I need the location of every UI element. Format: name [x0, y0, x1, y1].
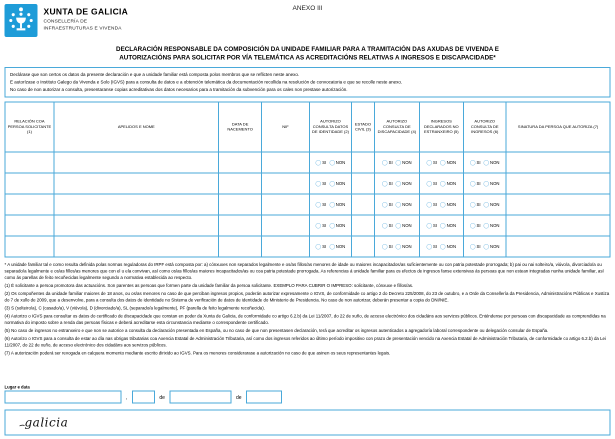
civil-status-cell[interactable]: [352, 216, 375, 237]
income-non-radio[interactable]: NON: [484, 244, 500, 250]
authorize-disability-cell: [375, 237, 420, 258]
col-header-civil-status: ESTADO CIVIL (3): [352, 103, 375, 153]
footnote-6: (6) Autorizo o IGVS para a consulta de estar ao día nas obrigas tributarias coa Axencia Estatal de Administración Tributaria, así como dos ingresos referidos ao último período impositivo con prazo de presentación vencido na Axencia Estatal de Administración Tributaria, de conformidade co artigo 6.2.b) da Lei 11/2007, do 22 de xuño, de acceso electrónico dos cidadáns aos servizos públicos.: [4, 336, 606, 348]
income-non-radio[interactable]: NON: [484, 202, 500, 208]
civil-status-cell[interactable]: [352, 195, 375, 216]
radio-circle-icon: [427, 181, 433, 187]
form-title: [5, 45, 611, 62]
authorize-identity-cell: [310, 174, 352, 195]
nif-cell[interactable]: [262, 174, 310, 195]
year-input[interactable]: [246, 391, 282, 404]
disability-si-radio[interactable]: SI: [382, 202, 393, 208]
foreign-income-cell: [420, 237, 464, 258]
authorize-identity-cell: [310, 153, 352, 174]
foreign-income-cell: [420, 216, 464, 237]
disability-si-radio[interactable]: SI: [382, 223, 393, 229]
identity-non-radio[interactable]: NON: [329, 244, 345, 250]
col-header-birthdate: DATA DE NACEMENTO: [219, 103, 262, 153]
birthdate-cell[interactable]: [219, 174, 262, 195]
nif-cell[interactable]: [262, 195, 310, 216]
page-header: [5, 4, 611, 43]
place-input[interactable]: [5, 391, 122, 404]
radio-circle-icon: [484, 244, 490, 250]
income-si-radio[interactable]: SI: [470, 181, 481, 187]
declaration-box: [5, 67, 611, 98]
disability-non-radio[interactable]: NON: [396, 244, 412, 250]
page-footer: [5, 410, 611, 436]
radio-circle-icon: [427, 202, 433, 208]
identity-si-radio[interactable]: SI: [316, 202, 327, 208]
authorize-disability-cell: [375, 195, 420, 216]
authorize-income-cell: [464, 153, 507, 174]
footnote-7: (7) A autorización poderá ser revogada en calquera momento mediante escrito dirixido ao IGVS. Para os menores considerarase a autorización no caso de que asinen os seus representantes legais.: [4, 350, 391, 356]
foreign-income-non-radio[interactable]: NON: [440, 202, 456, 208]
declaration-line-3: No caso de non autorizar a consulta, presentaranse copias acreditativas dos datos necesarios para a tramitación da subvención para os cales non prestase autorización.: [10, 87, 348, 92]
disability-si-radio[interactable]: SI: [382, 244, 393, 250]
col-header-name: APELIDOS E NOME: [54, 103, 219, 153]
radio-circle-icon: [484, 223, 490, 229]
birthdate-cell[interactable]: [219, 153, 262, 174]
identity-non-radio[interactable]: NON: [329, 223, 345, 229]
footnote-2: (2) Os compoñentes da unidade familiar maiores de 18 anos, ou os/as menores no caso de que perciban ingresos propios, poderán autorizar expresamente o IGVS, de conformidade co artigo 2 do Decreto 225/2008, do 23 de outubro, e a Orde da Consellería da Presidencia, Administracións Públicas e Xustiza do 7 de xullo de 2009, que a desenvolve, para a consulta dos datos de identidade no Sistema de verificación de datos de identidade do Ministerio de Presidencia. No caso de non autorizar, deberán presentar a copia do DNI/NIE.: [4, 291, 610, 303]
anexo-label: ANEXO III: [292, 4, 323, 12]
radio-circle-icon: [329, 181, 335, 187]
radio-circle-icon: [440, 244, 446, 250]
radio-circle-icon: [440, 202, 446, 208]
identity-si-radio[interactable]: SI: [316, 223, 327, 229]
form-title-line-1: DECLARACIÓN RESPONSABLE DA COMPOSICIÓN DA UNIDADE FAMILIAR PARA A TRAMITACIÓN DAS AXUDAS DE VIVENDA E: [116, 45, 499, 53]
authorize-disability-cell: [375, 216, 420, 237]
radio-circle-icon: [316, 160, 322, 166]
radio-circle-icon: [396, 160, 402, 166]
department-line-2: INFRAESTRUTURAS E VIVENDA: [43, 25, 122, 31]
radio-circle-icon: [329, 202, 335, 208]
foreign-income-cell: [420, 174, 464, 195]
footnote-4: (4) Autorizo o IGVS para consultar os datos do certificado de discapacidade que constan en poder da Xunta de Galicia, de conformidade co artigo 6.2.b) da Lei 11/2007, do 22 de xuño, de acceso electrónico dos cidadáns aos servizos públicos. Enténdense por persoas con discapacidade as comprendidas na normativa do imposto sobre a renda das persoas físicas e deberá acreditarse esta circunstancia mediante o correspondente certificado.: [4, 313, 606, 325]
disability-non-radio[interactable]: NON: [396, 223, 412, 229]
declaration-line-1: Declárase que son certos os datos da presente declaración e que a unidade familiar está composta polos membros que se reflicten neste anexo.: [10, 72, 300, 77]
family-member-row: [6, 153, 611, 174]
civil-status-cell[interactable]: [352, 174, 375, 195]
income-si-radio[interactable]: SI: [470, 223, 481, 229]
radio-circle-icon: [396, 244, 402, 250]
foreign-income-non-radio[interactable]: NON: [440, 244, 456, 250]
foreign-income-si-radio[interactable]: SI: [427, 181, 438, 187]
col-header-relation: RELACIÓN COA PERSOA SOLICITANTE (1): [6, 103, 55, 153]
birthdate-cell[interactable]: [219, 195, 262, 216]
de-label-1: de: [159, 395, 165, 401]
footnote-asterisk: * A unidade familiar tal e como resulta definida polas normas reguladoras do IRPF está composta por: a) cónxuxes non separados legalmente e os/as fillos/as menores de idade ou maiores incapacitados/as suficientemente ou con patria potestade prorrogada; b) pai ou nai solteiro/a, viúvo/a, divorciado/a ou separado/a legalmente e os/as fillos/as menores que con el u ela convivan, así como os/as fillos/as maiores incapacitados/as ou coa patria potestade prorrogada. As referencias á unidade familiar para os efectos de ingresos fanse extensivas ás persoas que non estean integradas nunha unidade familiar, así como ás parellas de feito recoñecidas legalmente segundo a normativa establecida ao respecto.: [4, 262, 604, 280]
identity-non-radio[interactable]: NON: [329, 160, 345, 166]
radio-circle-icon: [470, 181, 476, 187]
foreign-income-si-radio[interactable]: SI: [427, 160, 438, 166]
col-header-authorize-disability: AUTORIZO CONSULTA DE DISCAPACIDADE (4): [375, 103, 420, 153]
foreign-income-si-radio[interactable]: SI: [427, 223, 438, 229]
authorize-disability-cell: [375, 153, 420, 174]
disability-non-radio[interactable]: NON: [396, 181, 412, 187]
family-members-table: [5, 102, 611, 258]
relation-cell[interactable]: [6, 153, 55, 174]
radio-circle-icon: [382, 244, 388, 250]
identity-si-radio[interactable]: SI: [316, 160, 327, 166]
birthdate-cell[interactable]: [219, 216, 262, 237]
disability-si-radio[interactable]: SI: [382, 160, 393, 166]
col-header-authorize-income: AUTORIZO CONSULTA DE INGRESOS (6): [464, 103, 507, 153]
authorize-identity-cell: [310, 216, 352, 237]
family-member-row: [6, 195, 611, 216]
radio-circle-icon: [382, 181, 388, 187]
radio-circle-icon: [427, 244, 433, 250]
radio-circle-icon: [316, 181, 322, 187]
family-member-row: [6, 216, 611, 237]
income-si-radio[interactable]: SI: [470, 202, 481, 208]
foreign-income-cell: [420, 153, 464, 174]
radio-circle-icon: [427, 160, 433, 166]
radio-circle-icon: [382, 202, 388, 208]
authorize-disability-cell: [375, 174, 420, 195]
radio-circle-icon: [484, 202, 490, 208]
footnote-3: (3) S (solteiro/a), C (casado/a), V (viúvo/a), D (divorciado/a), SL (separado/a legalmente), PF (parella de feito legalmente recoñecida).: [4, 305, 265, 311]
civil-status-cell[interactable]: [352, 237, 375, 258]
radio-circle-icon: [440, 160, 446, 166]
radio-circle-icon: [484, 181, 490, 187]
signature-cell[interactable]: [507, 153, 611, 174]
radio-circle-icon: [396, 223, 402, 229]
signature-cell[interactable]: [507, 216, 611, 237]
radio-circle-icon: [329, 244, 335, 250]
radio-circle-icon: [396, 181, 402, 187]
radio-circle-icon: [316, 223, 322, 229]
place-and-date-section: [5, 385, 611, 404]
radio-circle-icon: [316, 244, 322, 250]
signature-cell[interactable]: [507, 195, 611, 216]
relation-cell[interactable]: [6, 237, 55, 258]
comma-separator: ,: [126, 395, 128, 401]
radio-circle-icon: [440, 181, 446, 187]
foreign-income-non-radio[interactable]: NON: [440, 223, 456, 229]
nif-cell[interactable]: [262, 216, 310, 237]
income-non-radio[interactable]: NON: [484, 160, 500, 166]
signature-cell[interactable]: [507, 174, 611, 195]
foreign-income-cell: [420, 195, 464, 216]
family-table-body: [6, 153, 611, 258]
radio-circle-icon: [470, 160, 476, 166]
relation-cell[interactable]: [6, 195, 55, 216]
authorize-identity-cell: [310, 195, 352, 216]
radio-circle-icon: [427, 223, 433, 229]
month-input[interactable]: [169, 391, 231, 404]
identity-non-radio[interactable]: NON: [329, 181, 345, 187]
foreign-income-si-radio[interactable]: SI: [427, 202, 438, 208]
name-cell[interactable]: [54, 237, 219, 258]
de-label-2: de: [235, 395, 242, 401]
org-name: XUNTA DE GALICIA: [43, 7, 129, 17]
form-title-line-2: AUTORIZACIÓNS PARA SOLICITAR POR VÍA TELEMÁTICA AS ACREDITACIÓNS RELATIVAS A INGRESOS E DISCAPACIDADE*: [119, 54, 496, 61]
birthdate-cell[interactable]: [219, 237, 262, 258]
department-line-1: CONSELLERÍA DE: [43, 18, 88, 24]
family-member-row: [6, 237, 611, 258]
disability-si-radio[interactable]: SI: [382, 181, 393, 187]
name-cell[interactable]: [54, 216, 219, 237]
col-header-signature: SINATURA DA PERSOA QUE AUTORIZA (7): [507, 103, 611, 153]
footnotes-block: [5, 262, 611, 378]
identity-si-radio[interactable]: SI: [316, 181, 327, 187]
nif-cell[interactable]: [262, 237, 310, 258]
foreign-income-non-radio[interactable]: NON: [440, 181, 456, 187]
day-input[interactable]: [132, 391, 155, 404]
nif-cell[interactable]: [262, 153, 310, 174]
declaration-line-2: E autorízase o Instituto Galego da Vivenda e Solo (IGVS) para a consulta de datos e a obtención telemática da documentación recollida na resolución de convocatoria e que se recolle neste anexo.: [10, 79, 403, 85]
family-member-row: [6, 174, 611, 195]
income-non-radio[interactable]: NON: [484, 181, 500, 187]
radio-circle-icon: [484, 160, 490, 166]
authorize-income-cell: [464, 237, 507, 258]
radio-circle-icon: [470, 223, 476, 229]
authorize-identity-cell: [310, 237, 352, 258]
foreign-income-si-radio[interactable]: SI: [427, 244, 438, 250]
radio-circle-icon: [329, 223, 335, 229]
authorize-income-cell: [464, 174, 507, 195]
radio-circle-icon: [329, 160, 335, 166]
income-non-radio[interactable]: NON: [484, 223, 500, 229]
col-header-foreign-income: INGRESOS DECLARADOS NO ESTRANXEIRO (5): [420, 103, 464, 153]
identity-si-radio[interactable]: SI: [316, 244, 327, 250]
radio-circle-icon: [440, 223, 446, 229]
galicia-wordmark: galicia: [24, 415, 69, 430]
foreign-income-non-radio[interactable]: NON: [440, 160, 456, 166]
identity-non-radio[interactable]: NON: [329, 202, 345, 208]
civil-status-cell[interactable]: [352, 153, 375, 174]
col-header-nif: NIF: [262, 103, 310, 153]
footnote-1: (1) É solicitante a persoa promotora das actuacións. Son parentes as persoas que formen parte da unidade familiar da persoa solicitante. EXEMPLO PARA CUBRIR O IMPRESO: solicitante, cónxuxe e fillos/as.: [4, 283, 414, 288]
disability-non-radio[interactable]: NON: [396, 202, 412, 208]
authorize-income-cell: [464, 216, 507, 237]
table-header-row: [6, 103, 611, 153]
radio-circle-icon: [316, 202, 322, 208]
footnote-5: (5) No caso de ingresos no estranxeiro e que non se autorice a consulta da declaración presentada en España, ou no caso de que non presentasen declaración, terá que acreditar os ingresos autenticados a agregadoría laboral correspondente ou delegación consular de España.: [4, 328, 549, 333]
place-date-label: Lugar e data: [4, 384, 30, 390]
name-cell[interactable]: [54, 195, 219, 216]
name-cell[interactable]: [54, 174, 219, 195]
relation-cell[interactable]: [6, 216, 55, 237]
name-cell[interactable]: [54, 153, 219, 174]
income-si-radio[interactable]: SI: [470, 244, 481, 250]
radio-circle-icon: [470, 202, 476, 208]
radio-circle-icon: [396, 202, 402, 208]
authorize-income-cell: [464, 195, 507, 216]
relation-cell[interactable]: [6, 174, 55, 195]
col-header-authorize-identity: AUTORIZO CONSULTA DATOS DE IDENTIDADE (2): [310, 103, 352, 153]
signature-cell[interactable]: [507, 237, 611, 258]
radio-circle-icon: [470, 244, 476, 250]
radio-circle-icon: [382, 223, 388, 229]
radio-circle-icon: [382, 160, 388, 166]
income-si-radio[interactable]: SI: [470, 160, 481, 166]
disability-non-radio[interactable]: NON: [396, 160, 412, 166]
